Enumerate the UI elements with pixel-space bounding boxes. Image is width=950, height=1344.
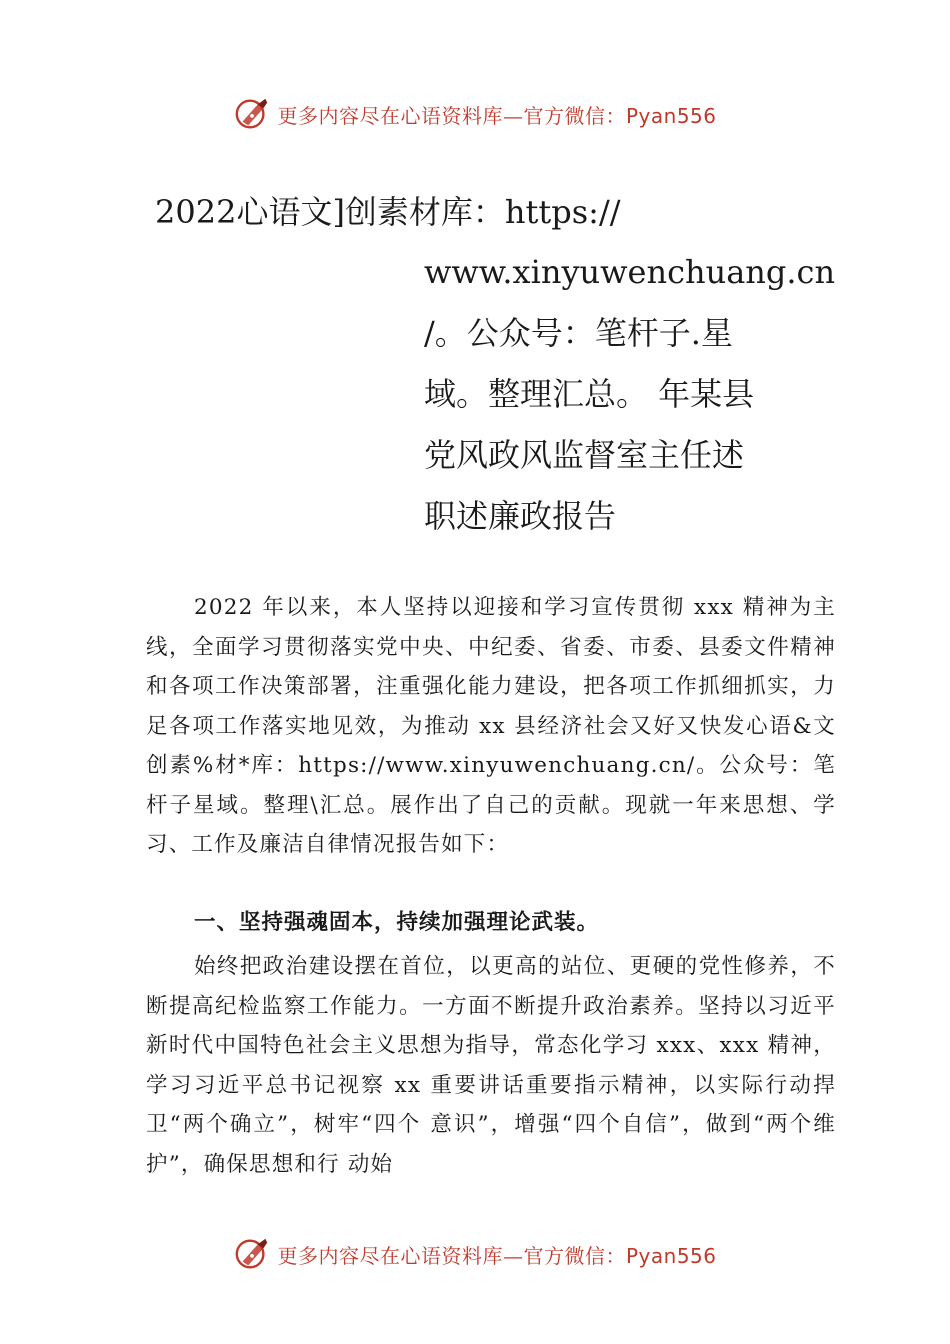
- document-title: [424, 242, 836, 547]
- title-line: 职述廉政报告: [424, 497, 617, 535]
- title-line: /。公众号：笔杆子.星: [424, 314, 733, 352]
- header-banner: [0, 92, 950, 136]
- pen-nib-logo-icon: [233, 1235, 271, 1273]
- document-title-line1: 2022心语文]创素材库：https://: [155, 193, 621, 231]
- paragraph-intro: 2022 年以来，本人坚持以迎接和学习宣传贯彻 xxx 精神为主线，全面学习贯彻落实党中央、中纪委、省委、市委、县委文件精神和各项工作决策部署，注重强化能力建设，把各项工作抓细抓实，力足各项工作落实地见效，为推动 xx 县经济社会又好又快发心语&文创素%材*库：https://www.xinyuwenchuang.cn/。公众号：笔杆子星域。整理\汇总。展作出了自己的贡献。现就一年来思想、学习、工作及廉洁自律情况报告如下：: [146, 595, 836, 857]
- banner-text: 更多内容尽在心语资料库—官方微信：Pyan556: [277, 1243, 717, 1268]
- wechat-id: Pyan556: [625, 103, 717, 128]
- paragraph-section1: 始终把政治建设摆在首位，以更高的站位、更硬的党性修养，不断提高纪检监察工作能力。一方面不断提升政治素养。坚持以习近平新时代中国特色社会主义思想为指导，常态化学习 xxx、xxx 精神，学习习近平总书记视察 xx 重要讲话重要指示精神，以实际行动捍卫“两个确立”，树牢“四个 意识”，增强“四个自信”，做到“两个维护”，确保思想和行 动始: [146, 954, 836, 1177]
- section-heading: 一、坚持强魂固本，持续加强理论武装。: [194, 910, 600, 935]
- title-line: 域。整理汇总。 年某县: [424, 375, 755, 413]
- title-line: 党风政风监督室主任述: [424, 436, 745, 474]
- footer-banner: [0, 1232, 950, 1276]
- banner-text: 更多内容尽在心语资料库—官方微信：Pyan556: [277, 103, 717, 128]
- wechat-id: Pyan556: [625, 1243, 717, 1268]
- title-line: www.xinyuwenchuang.cn: [424, 253, 836, 291]
- pen-nib-logo-icon: [233, 95, 271, 133]
